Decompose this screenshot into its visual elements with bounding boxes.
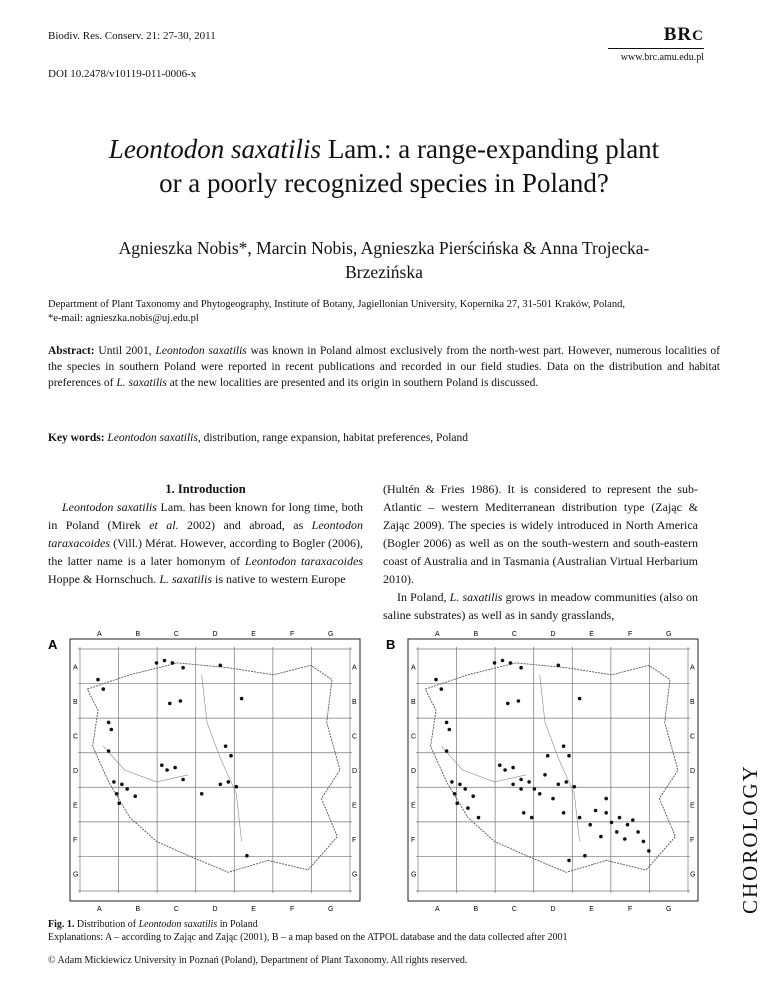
locality-dot: [618, 816, 622, 820]
locality-dot: [501, 659, 505, 663]
locality-dot: [509, 661, 513, 665]
locality-dot: [626, 823, 630, 827]
map-col-label-bottom: B: [135, 906, 141, 913]
affiliation: [48, 298, 720, 326]
abstract: [48, 343, 720, 391]
right-paragraph-2: [383, 588, 698, 624]
intro-species-1: Leontodon saxatilis: [62, 500, 157, 514]
abstract-label: Abstract:: [48, 345, 95, 357]
locality-dot: [445, 721, 449, 725]
locality-dot: [110, 728, 114, 732]
map-col-label-top: B: [473, 631, 479, 638]
locality-dot: [583, 854, 587, 858]
keywords-label: Key words:: [48, 432, 105, 444]
locality-dot: [578, 697, 582, 701]
right-species: L. saxatilis: [449, 590, 503, 604]
locality-dot: [171, 661, 175, 665]
locality-dot: [578, 816, 582, 820]
locality-dot: [125, 787, 129, 791]
intro-etal: et al.: [149, 518, 179, 532]
locality-dot: [530, 816, 534, 820]
locality-dot: [160, 763, 164, 767]
keywords-species: Leontodon saxatilis: [107, 432, 198, 444]
locality-dot: [102, 687, 106, 691]
locality-dot: [229, 754, 233, 758]
locality-dot: [165, 768, 169, 772]
intro-text-4: Hoppe & Hornschuch.: [48, 572, 160, 586]
locality-dot: [562, 744, 566, 748]
locality-dot: [168, 702, 172, 706]
locality-dot: [522, 811, 526, 815]
intro-paragraph: [48, 498, 363, 588]
title-species: Leontodon saxatilis: [108, 134, 322, 164]
locality-dot: [107, 721, 111, 725]
map-row-label-left: A: [411, 664, 416, 672]
map-row-label-right: E: [690, 802, 695, 810]
keywords: [48, 430, 720, 446]
intro-text-1: Lam. has been known for long time, both in Poland (Mirek: [48, 500, 363, 532]
map-col-label-bottom: C: [173, 906, 179, 913]
locality-dot: [647, 849, 651, 853]
locality-dot: [455, 802, 459, 806]
locality-dot: [631, 818, 635, 822]
map-row-label-left: E: [73, 802, 78, 810]
map-row-label-left: C: [411, 733, 417, 741]
map-row-label-right: G: [352, 871, 358, 879]
map-col-label-bottom: F: [628, 906, 633, 913]
locality-dot: [181, 666, 185, 670]
locality-dot: [173, 766, 177, 770]
map-row-label-left: D: [73, 768, 79, 775]
abstract-text-2: was known in Poland almost exclusively from the north-west part. However, numerous localities of the species in southern Poland were reported in recent publications and recorded in our field studies. Data on the distribution and habitat preferences of: [48, 345, 721, 389]
map-col-label-top: G: [665, 631, 672, 638]
figure-species: Leontodon saxatilis: [138, 919, 218, 930]
locality-dot: [642, 840, 646, 844]
map-row-label-left: F: [73, 837, 78, 845]
locality-dot: [506, 702, 510, 706]
locality-dot: [546, 754, 550, 758]
map-row-label-left: B: [411, 698, 416, 706]
locality-dot: [573, 785, 577, 789]
intro-text-2: 2002) and abroad, as: [178, 518, 312, 532]
locality-dot: [466, 806, 470, 810]
map-col-label-top: C: [511, 631, 517, 638]
locality-dot: [227, 780, 231, 784]
locality-dot: [458, 783, 462, 787]
map-col-label-top: D: [550, 631, 556, 638]
locality-dot: [538, 792, 542, 796]
locality-dot: [517, 699, 521, 703]
locality-dot: [453, 792, 457, 796]
map-row-label-right: D: [690, 768, 696, 775]
map-row-label-right: C: [352, 733, 358, 741]
map-row-label-right: F: [352, 837, 357, 845]
map-row-label-left: E: [411, 802, 416, 810]
map-col-label-bottom: D: [212, 906, 218, 913]
authors-line1: Agnieszka Nobis*, Marcin Nobis, Agnieszka Pierścińska & Anna Trojecka-: [118, 238, 650, 258]
locality-dot: [519, 666, 523, 670]
abstract-text-3: at the new localities are presented and its origin in southern Poland is discussed.: [166, 377, 539, 389]
intro-species-2: Leontodon taraxacoides: [48, 518, 363, 550]
logo-letters: BR: [663, 24, 693, 45]
map-col-label-bottom: G: [327, 906, 334, 913]
intro-text-5: is native to western Europe: [212, 572, 346, 586]
locality-dot: [503, 768, 507, 772]
section-heading: 1. Introduction: [165, 482, 246, 496]
map-row-label-right: D: [352, 768, 358, 775]
title-line2: or a poorly recognized species in Poland?: [159, 168, 609, 198]
map-col-label-top: F: [290, 631, 295, 638]
figure-text-1: Distribution of: [74, 919, 139, 930]
locality-dot: [463, 787, 467, 791]
copyright: © Adam Mickiewicz University in Poznań (Poland), Department of Plant Taxonomy. All rights reserved.: [48, 955, 468, 966]
locality-dot: [562, 811, 566, 815]
locality-dot: [511, 766, 515, 770]
locality-dot: [179, 699, 183, 703]
locality-dot: [636, 830, 640, 834]
journal-url[interactable]: www.brc.amu.edu.pl: [620, 52, 704, 63]
article-title: [48, 132, 720, 200]
map-row-label-right: B: [352, 698, 357, 706]
right-paragraph-1: (Hultén & Fries 1986). It is considered to represent the sub-Atlantic – western Mediterranean distribution type (Zając & Zając 2009). The species is widely introduced in North America (Bogler 2006) as well as on the south-western and south-eastern coast of Australia and in Tasmania (Australian Virtual Herbarium 2010).: [383, 482, 698, 586]
map-col-label-top: A: [434, 631, 440, 638]
locality-dot: [155, 661, 159, 665]
locality-dot: [219, 664, 223, 668]
map-row-label-left: A: [73, 664, 78, 672]
locality-dot: [565, 780, 569, 784]
map-panel-label-b: B: [386, 637, 396, 652]
abstract-species-2: L. saxatilis: [116, 377, 167, 389]
logo-letter-small: C: [692, 28, 704, 44]
map-row-label-right: A: [690, 664, 695, 672]
locality-dot: [117, 802, 121, 806]
map-col-label-top: F: [628, 631, 633, 638]
map-col-label-bottom: A: [96, 906, 102, 913]
locality-dot: [120, 783, 124, 787]
map-row-label-left: B: [73, 698, 78, 706]
locality-dot: [604, 797, 608, 801]
locality-dot: [471, 794, 475, 798]
map-col-label-bottom: F: [290, 906, 295, 913]
locality-dot: [200, 792, 204, 796]
locality-dot: [567, 754, 571, 758]
map-col-label-top: D: [212, 631, 218, 638]
map-col-label-top: E: [251, 631, 256, 638]
map-row-label-right: F: [690, 837, 695, 845]
intro-text-3: (Vill.) Mérat. However, according to Bogler (2006), the latter name is a later homonym of: [48, 536, 363, 568]
map-col-label-top: B: [135, 631, 141, 638]
locality-dot: [115, 792, 119, 796]
section-side-label: [736, 640, 760, 920]
locality-dot: [543, 773, 547, 777]
locality-dot: [493, 661, 497, 665]
locality-dot: [610, 821, 614, 825]
right-text-b: grows in meadow communities (also on saline substrates) as well as in sandy grasslands,: [383, 590, 698, 622]
figure-label: Fig. 1.: [48, 919, 75, 930]
locality-dot: [588, 823, 592, 827]
map-col-label-top: C: [173, 631, 179, 638]
distribution-maps: [48, 625, 720, 915]
locality-dot: [107, 749, 111, 753]
locality-dot: [623, 837, 627, 841]
locality-dot: [599, 835, 603, 839]
intro-species-4: L. saxatilis: [159, 572, 212, 586]
map-col-label-bottom: B: [473, 906, 479, 913]
right-column: [383, 480, 698, 624]
authors-line2: Brzezińska: [345, 262, 423, 282]
locality-dot: [181, 778, 185, 782]
locality-dot: [445, 749, 449, 753]
affiliation-line1: Department of Plant Taxonomy and Phytogeography, Institute of Botany, Jagiellonian University, Kopernika 27, 31-501 Kraków, Poland,: [48, 299, 625, 310]
abstract-text-1: Until 2001,: [94, 345, 156, 357]
locality-dot: [498, 763, 502, 767]
map-row-label-left: F: [411, 837, 416, 845]
doi: DOI 10.2478/v10119-011-0006-x: [48, 68, 197, 80]
locality-dot: [224, 744, 228, 748]
map-col-label-top: G: [327, 631, 334, 638]
locality-dot: [245, 854, 249, 858]
affiliation-email: *e-mail: agnieszka.nobis@uj.edu.pl: [48, 313, 199, 324]
map-row-label-left: G: [73, 871, 79, 879]
map-col-label-bottom: G: [665, 906, 672, 913]
figure-explanation: Explanations: A – according to Zając and Zając (2001), B – a map based on the ATPOL database and the data collected after 2001: [48, 932, 568, 943]
map-frame-b: [408, 639, 698, 901]
locality-dot: [567, 859, 571, 863]
map-row-label-right: C: [690, 733, 696, 741]
figure-text-2: in Poland: [217, 919, 258, 930]
locality-dot: [448, 728, 452, 732]
journal-citation: Biodiv. Res. Conserv. 21: 27-30, 2011: [48, 30, 216, 42]
map-col-label-bottom: D: [550, 906, 556, 913]
intro-species-3: Leontodon taraxacoides: [244, 554, 363, 568]
map-panel-label-a: A: [48, 637, 58, 652]
figure-caption-line: [48, 918, 728, 931]
locality-dot: [434, 678, 438, 682]
locality-dot: [594, 809, 598, 813]
right-text-a: In Poland,: [397, 590, 450, 604]
map-col-label-bottom: C: [511, 906, 517, 913]
title-line1-rest: Lam.: a range-expanding plant: [321, 134, 660, 164]
locality-dot: [557, 664, 561, 668]
map-col-label-top: A: [96, 631, 102, 638]
chorology-label: CHOROLOGY: [738, 764, 762, 914]
figure-caption: [48, 918, 728, 944]
map-row-label-right: E: [352, 802, 357, 810]
locality-dot: [519, 778, 523, 782]
map-row-label-left: C: [73, 733, 79, 741]
locality-dot: [450, 780, 454, 784]
author-list: [48, 236, 720, 284]
journal-logo-block: [608, 24, 704, 63]
map-col-label-bottom: E: [251, 906, 256, 913]
locality-dot: [235, 785, 239, 789]
locality-dot: [440, 687, 444, 691]
locality-dot: [219, 783, 223, 787]
locality-dot: [604, 811, 608, 815]
locality-dot: [519, 787, 523, 791]
locality-dot: [551, 797, 555, 801]
locality-dot: [96, 678, 100, 682]
abstract-species-1: Leontodon saxatilis: [155, 345, 247, 357]
map-row-label-right: B: [690, 698, 695, 706]
locality-dot: [557, 783, 561, 787]
locality-dot: [477, 816, 481, 820]
locality-dot: [511, 783, 515, 787]
locality-dot: [240, 697, 244, 701]
map-col-label-top: E: [589, 631, 594, 638]
map-row-label-left: D: [411, 768, 417, 775]
journal-logo: [608, 24, 704, 49]
map-frame-a: [70, 639, 360, 901]
locality-dot: [527, 780, 531, 784]
locality-dot: [133, 794, 137, 798]
left-column: [48, 480, 363, 588]
locality-dot: [163, 659, 167, 663]
map-row-label-left: G: [411, 871, 417, 879]
locality-dot: [615, 830, 619, 834]
map-row-label-right: A: [352, 664, 357, 672]
map-col-label-bottom: E: [589, 906, 594, 913]
map-col-label-bottom: A: [434, 906, 440, 913]
locality-dot: [112, 780, 116, 784]
keywords-rest: , distribution, range expansion, habitat preferences, Poland: [197, 432, 468, 444]
locality-dot: [533, 787, 537, 791]
map-row-label-right: G: [690, 871, 696, 879]
